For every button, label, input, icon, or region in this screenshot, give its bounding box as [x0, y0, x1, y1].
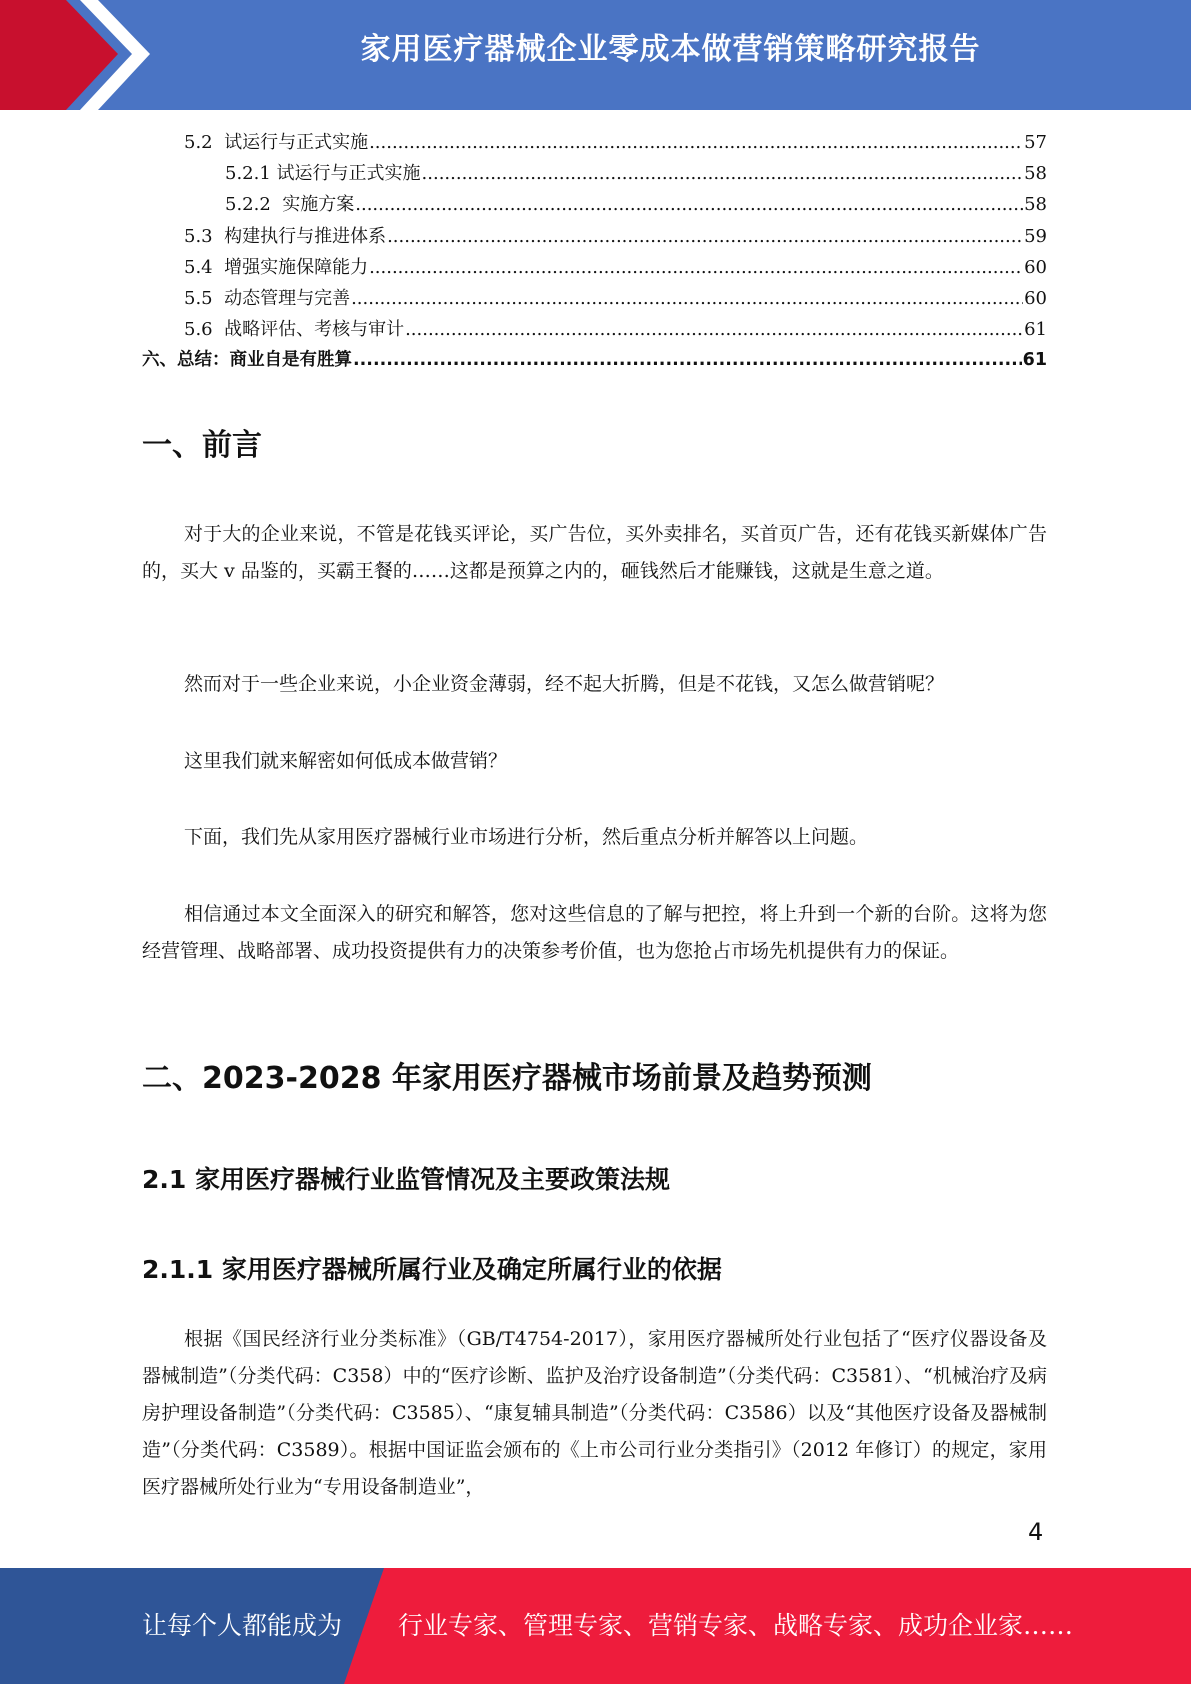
- toc-entry-label: 5.4 增强实施保障能力: [184, 256, 369, 278]
- toc-entry-page: 57: [1024, 132, 1047, 153]
- footer-slogan-right: 行业专家、管理专家、营销专家、战略专家、成功企业家……: [398, 1611, 1074, 1640]
- toc-dot-leader: [355, 194, 1023, 215]
- report-title: 家用医疗器械企业零成本做营销策略研究报告: [360, 32, 981, 67]
- toc-entry[interactable]: [142, 315, 1047, 346]
- subsection-heading-2-1-1: 2.1.1 家用医疗器械所属行业及确定所属行业的依据: [142, 1255, 722, 1284]
- chevron-decoration: [0, 0, 150, 110]
- preface-paragraph-5: 相信通过本文全面深入的研究和解答，您对这些信息的了解与把控，将上升到一个新的台阶。这将为您经营管理、战略部署、成功投资提供有力的决策参考价值，也为您抢占市场先机提供有力的保证。: [142, 903, 1047, 962]
- toc-entry-page: 59: [1024, 225, 1047, 247]
- toc-entry-page: 61: [1024, 319, 1047, 341]
- toc-dot-leader: [387, 226, 1023, 247]
- toc-entry[interactable]: [142, 284, 1047, 315]
- toc-entry-label: 5.3 构建执行与推进体系: [184, 225, 387, 247]
- section-heading-market: 二、2023-2028 年家用医疗器械市场前景及趋势预测: [142, 1061, 872, 1096]
- toc-entry[interactable]: [142, 190, 1047, 221]
- toc-dot-leader: [369, 132, 1023, 153]
- toc-entry-label: 5.2.1 试运行与正式实施: [225, 163, 421, 185]
- subsection-heading-2-1: 2.1 家用医疗器械行业监管情况及主要政策法规: [142, 1165, 670, 1194]
- preface-paragraph-4: 下面，我们先从家用医疗器械行业市场进行分析，然后重点分析并解答以上问题。: [184, 826, 869, 848]
- toc-dot-leader: [422, 163, 1024, 184]
- toc-entry[interactable]: [142, 128, 1047, 159]
- preface-paragraph-3: 这里我们就来解密如何低成本做营销？: [184, 750, 508, 772]
- toc-entry-label: 六、总结：商业自是有胜算: [142, 350, 352, 371]
- toc-dot-leader: [353, 350, 1022, 370]
- toc-entry-page: 60: [1024, 287, 1047, 309]
- toc-entry-page: 58: [1024, 194, 1047, 216]
- toc-dot-leader: [369, 257, 1023, 278]
- preface-paragraph-1: 对于大的企业来说，不管是花钱买评论，买广告位，买外卖排名，买首页广告，还有花钱买新媒体广告的，买大 v 品鉴的，买霸王餐的……这都是预算之内的，砸钱然后才能赚钱，这就是生意之道。: [142, 523, 1047, 582]
- preface-paragraph-2: 然而对于一些企业来说，小企业资金薄弱，经不起大折腾，但是不花钱，又怎么做营销呢？: [184, 673, 945, 695]
- toc-entry-page: 61: [1022, 350, 1047, 371]
- toc-entry-label: 5.6 战略评估、考核与审计: [184, 319, 405, 341]
- industry-paragraph: 根据《国民经济行业分类标准》（GB/T4754-2017），家用医疗器械所处行业包括了“医疗仪器设备及器械制造”（分类代码：C358）中的“医疗诊断、监护及治疗设备制造”（分类代码：C3581）、“机械治疗及病房护理设备制造”（分类代码：C3585）、“康复辅具制造”（分类代码：C3586）以及“其他医疗设备及器械制造”（分类代码：C3589）。根据中国证监会颁布的《上市公司行业分类指引》（2012 年修订）的规定，家用医疗器械所处行业为“专用设备制造业”，: [142, 1328, 1047, 1498]
- footer-slogan-left: 让每个人都能成为: [142, 1611, 343, 1640]
- toc-entry[interactable]: [142, 346, 1047, 377]
- toc-dot-leader: [351, 288, 1023, 309]
- toc-entry-page: 60: [1024, 256, 1047, 278]
- toc-dot-leader: [405, 319, 1023, 340]
- toc-entry-label: 5.2.2 实施方案: [225, 194, 355, 216]
- toc-entry[interactable]: [142, 159, 1047, 190]
- toc-entry[interactable]: [142, 222, 1047, 253]
- section-heading-preface: 一、前言: [142, 428, 262, 463]
- toc-entry-label: 5.2 试运行与正式实施: [184, 132, 369, 153]
- toc-entry-label: 5.5 动态管理与完善: [184, 287, 351, 309]
- toc-entry[interactable]: [142, 253, 1047, 284]
- toc-entry-page: 58: [1024, 163, 1047, 185]
- page-header: [0, 0, 1191, 110]
- table-of-contents: [142, 128, 1047, 378]
- page-number: 4: [1028, 1518, 1044, 1546]
- page-footer: [0, 1568, 1191, 1684]
